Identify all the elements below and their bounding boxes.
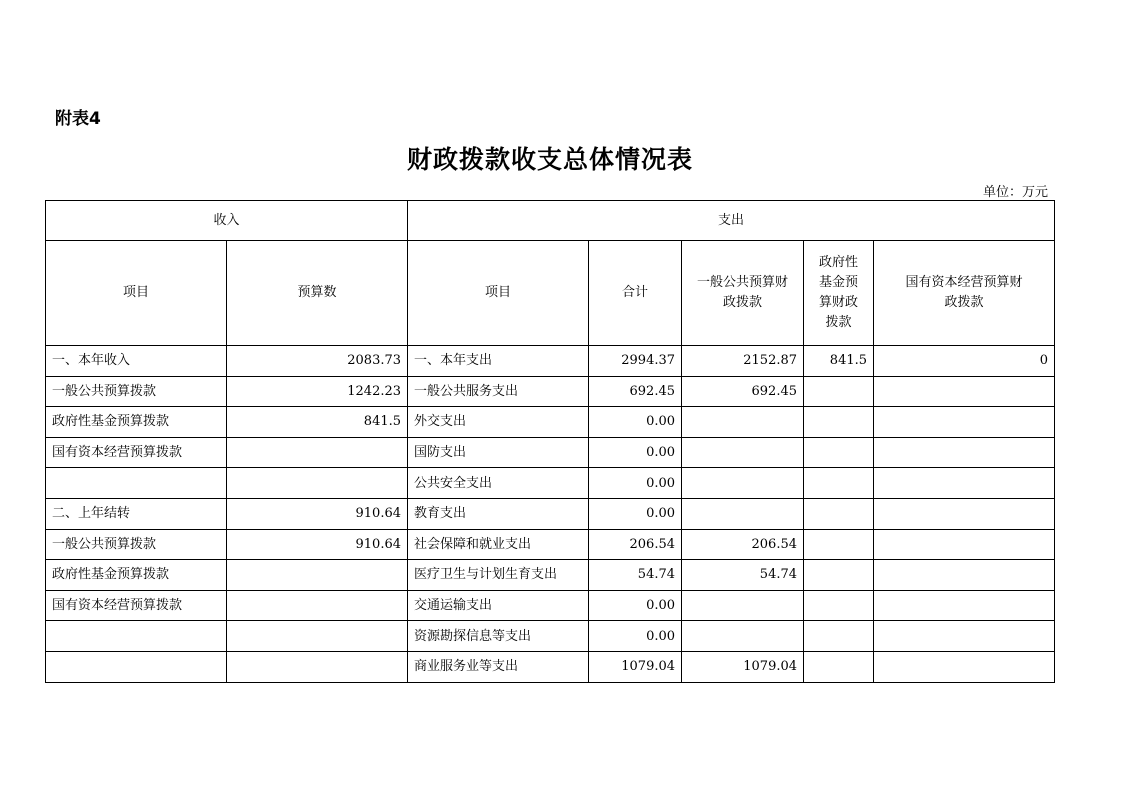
state-capital-cell: 0 [874,346,1055,377]
unit-label: 单位：万元 [982,185,1048,200]
gov-fund-cell [804,437,874,468]
table-row [46,621,1055,652]
state-capital-cell [874,651,1055,682]
table-row [46,498,1055,529]
total-cell: 692.45 [589,376,682,407]
income-item-cell: 政府性基金预算拨款 [46,407,227,438]
expense-item-cell: 资源勘探信息等支出 [408,621,589,652]
general-public-cell [682,407,804,438]
table-row [46,560,1055,591]
total-cell: 0.00 [589,468,682,499]
expense-item-cell: 社会保障和就业支出 [408,529,589,560]
gov-fund-cell [804,651,874,682]
total-cell: 0.00 [589,498,682,529]
general-public-cell [682,437,804,468]
total-cell: 1079.04 [589,651,682,682]
expense-item-cell: 一、本年支出 [408,346,589,377]
state-capital-cell [874,529,1055,560]
table-row [46,651,1055,682]
table-row [46,407,1055,438]
total-cell: 206.54 [589,529,682,560]
gov-fund-cell [804,468,874,499]
appendix-label: 附表4 [55,109,101,129]
income-value-cell: 841.5 [227,407,408,438]
income-item-cell: 一般公共预算拨款 [46,376,227,407]
expense-item-cell: 教育支出 [408,498,589,529]
expense-item-cell: 国防支出 [408,437,589,468]
income-item-cell: 国有资本经营预算拨款 [46,590,227,621]
gov-fund-cell [804,376,874,407]
income-item-cell: 国有资本经营预算拨款 [46,437,227,468]
income-value-cell: 910.64 [227,529,408,560]
general-public-cell: 54.74 [682,560,804,591]
state-capital-cell [874,498,1055,529]
income-value-cell [227,437,408,468]
general-public-cell: 2152.87 [682,346,804,377]
col-general-public: 一般公共预算财政拨款 [682,241,804,346]
general-public-cell [682,590,804,621]
gov-fund-cell [804,529,874,560]
income-value-cell [227,560,408,591]
col-state-capital: 国有资本经营预算财政拨款 [874,241,1055,346]
state-capital-cell [874,560,1055,591]
table-header-row [46,201,1055,241]
income-item-cell [46,468,227,499]
state-capital-cell [874,468,1055,499]
total-cell: 0.00 [589,590,682,621]
col-income-item: 项目 [46,241,227,346]
income-item-cell [46,651,227,682]
income-value-cell [227,651,408,682]
income-item-cell [46,621,227,652]
budget-table [45,200,1055,683]
gov-fund-cell [804,560,874,591]
income-item-cell: 政府性基金预算拨款 [46,560,227,591]
table-subheader-row [46,241,1055,346]
state-capital-cell [874,376,1055,407]
gov-fund-cell [804,498,874,529]
state-capital-cell [874,621,1055,652]
income-header: 收入 [46,201,408,241]
state-capital-cell [874,437,1055,468]
col-total: 合计 [589,241,682,346]
expense-item-cell: 外交支出 [408,407,589,438]
expense-item-cell: 医疗卫生与计划生育支出 [408,560,589,591]
total-cell: 0.00 [589,437,682,468]
expense-item-cell: 公共安全支出 [408,468,589,499]
state-capital-cell [874,590,1055,621]
income-value-cell [227,590,408,621]
gov-fund-cell [804,621,874,652]
total-cell: 54.74 [589,560,682,591]
table-row [46,468,1055,499]
expense-item-cell: 交通运输支出 [408,590,589,621]
general-public-cell [682,498,804,529]
total-cell: 2994.37 [589,346,682,377]
general-public-cell [682,621,804,652]
table-row [46,376,1055,407]
expense-item-cell: 一般公共服务支出 [408,376,589,407]
income-item-cell: 一般公共预算拨款 [46,529,227,560]
gov-fund-cell [804,590,874,621]
table-row [46,346,1055,377]
col-gov-fund: 政府性基金预算财政拨款 [804,241,874,346]
general-public-cell: 1079.04 [682,651,804,682]
income-value-cell: 1242.23 [227,376,408,407]
income-item-cell: 一、本年收入 [46,346,227,377]
income-value-cell [227,621,408,652]
income-item-cell: 二、上年结转 [46,498,227,529]
total-cell: 0.00 [589,621,682,652]
table-row [46,590,1055,621]
expense-header: 支出 [408,201,1055,241]
general-public-cell [682,468,804,499]
gov-fund-cell [804,407,874,438]
income-value-cell: 910.64 [227,498,408,529]
income-value-cell [227,468,408,499]
total-cell: 0.00 [589,407,682,438]
col-income-budget: 预算数 [227,241,408,346]
page-title: 财政拨款收支总体情况表 [406,145,693,174]
state-capital-cell [874,407,1055,438]
table-row [46,437,1055,468]
gov-fund-cell: 841.5 [804,346,874,377]
income-value-cell: 2083.73 [227,346,408,377]
expense-item-cell: 商业服务业等支出 [408,651,589,682]
general-public-cell: 206.54 [682,529,804,560]
col-expense-item: 项目 [408,241,589,346]
general-public-cell: 692.45 [682,376,804,407]
table-row [46,529,1055,560]
